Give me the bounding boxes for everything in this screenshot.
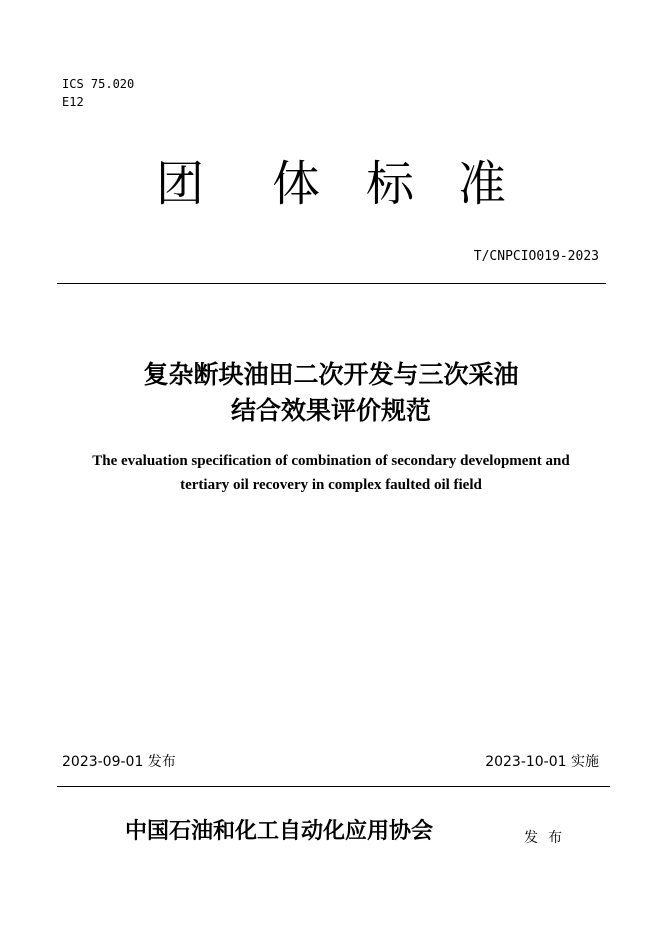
ics-code: ICS 75.020 [62,77,135,91]
classification-code: E12 [62,95,84,109]
document-type-char: 体 [272,156,321,212]
document-type-char: 团 [156,156,205,212]
issuing-organization: 中国石油和化工自动化应用协会 [125,819,434,844]
document-type-char: 标 [366,156,415,212]
bottom-divider [57,786,610,787]
document-type-heading [0,152,662,216]
english-title-line-2: tertiary oil recovery in complex faulted oil field [180,477,482,493]
top-divider [57,283,606,284]
implement-date: 2023-10-01 实施 [485,754,599,770]
chinese-title-line-1: 复杂断块油田二次开发与三次采油 [143,360,519,389]
chinese-title-line-2: 结合效果评价规范 [230,396,431,425]
document-type-char: 准 [458,156,507,212]
standard-number: T/CNPCIO019-2023 [473,249,599,264]
publish-date: 2023-09-01 发布 [62,754,176,770]
english-title-line-1: The evaluation specification of combination of secondary development and [92,453,570,469]
issue-label: 发布 [524,830,572,846]
